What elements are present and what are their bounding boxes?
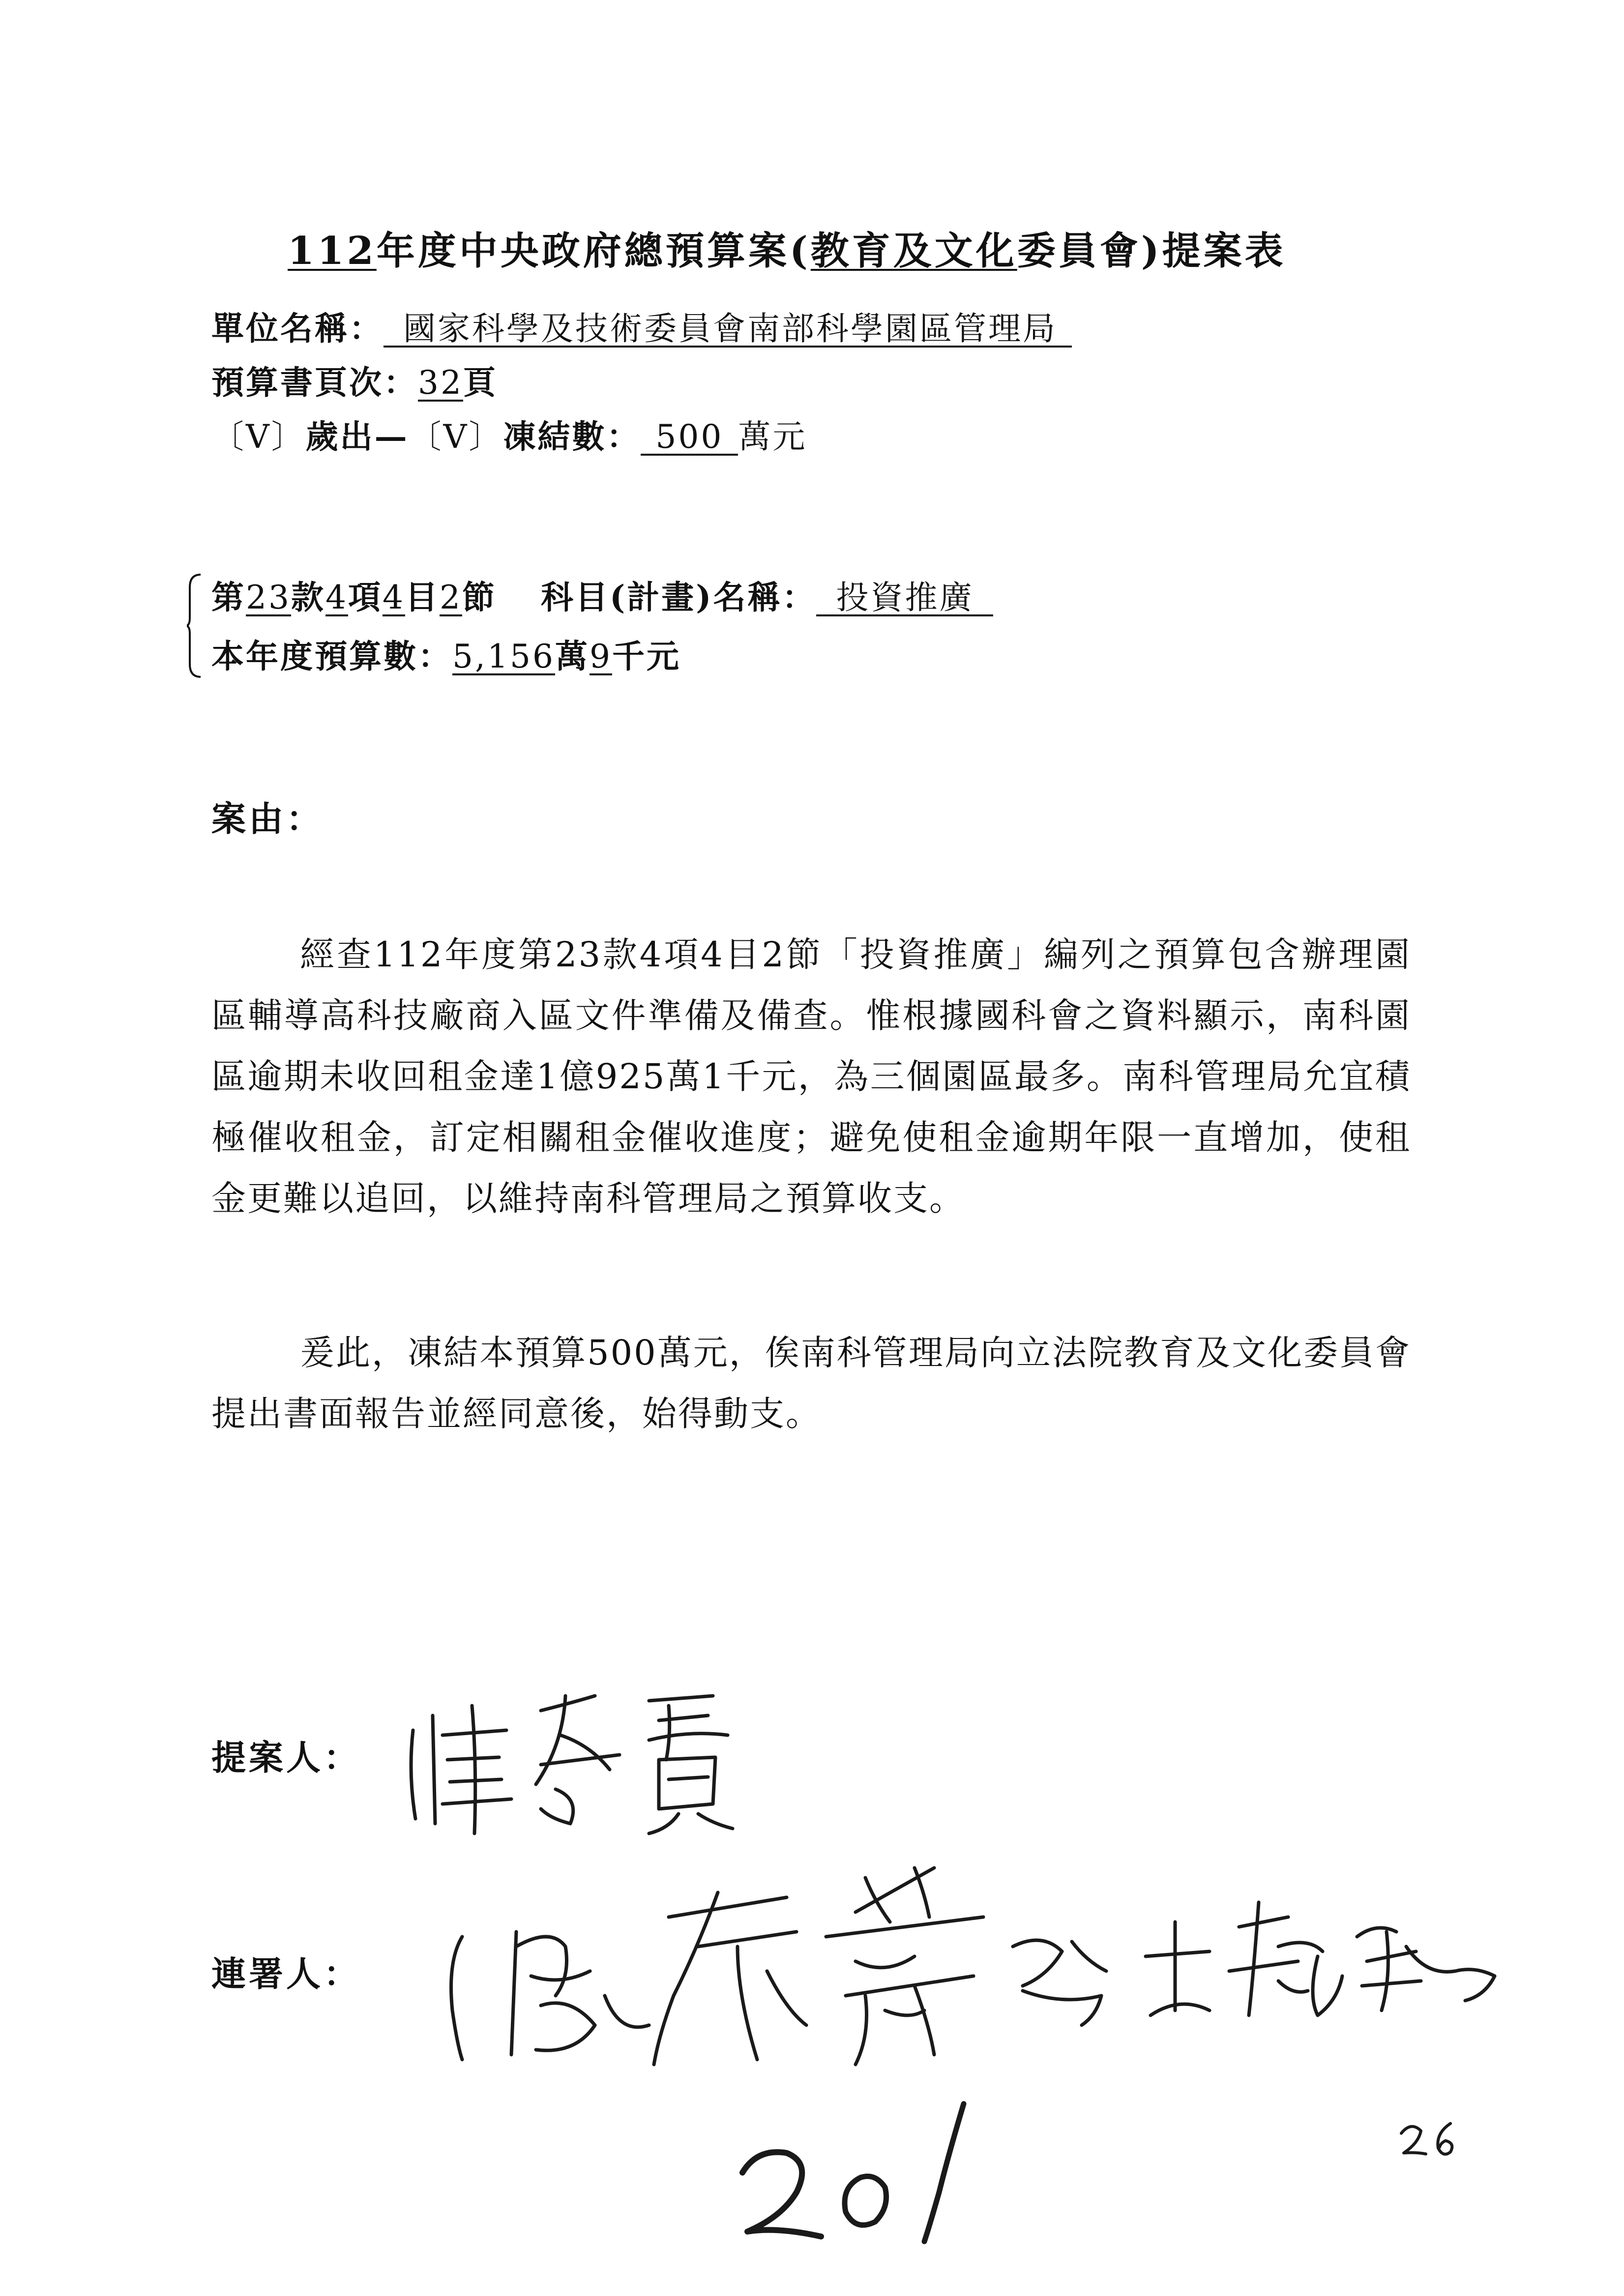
proposer-signature <box>393 1676 747 1838</box>
jie-value: 2 <box>439 579 462 616</box>
reason-heading: 案由： <box>211 798 324 839</box>
item-bracket <box>187 573 202 679</box>
kuan-prefix: 第 <box>211 578 246 616</box>
cosigner-signature <box>443 1848 1524 2104</box>
mu-label: 目 <box>405 578 440 616</box>
page-row <box>211 356 498 403</box>
item-name-label: 科目(計畫)名稱： <box>540 578 817 616</box>
page-label: 預算書頁次： <box>211 363 418 402</box>
budget-row <box>211 630 681 677</box>
title-prefix: 年度中央政府總預算案( <box>376 229 811 273</box>
unit-row <box>211 302 1072 349</box>
xiang-value: 4 <box>325 579 348 616</box>
title-year: 112 <box>288 229 377 273</box>
kuan-label: 款 <box>291 578 325 616</box>
budget-wan: 5,156 <box>452 638 555 675</box>
page-number <box>1396 2114 1465 2170</box>
item-name-value: 投資推廣 <box>816 581 993 616</box>
freeze-row <box>211 410 807 457</box>
freeze-label: 凍結數： <box>503 417 641 456</box>
page-value: 32 <box>418 364 463 402</box>
item-row <box>211 571 993 618</box>
xiang-label: 項 <box>348 578 383 616</box>
qian-label: 千元 <box>612 637 681 675</box>
document-title <box>288 220 1286 275</box>
proposer-label: 提案人： <box>211 1737 361 1778</box>
freeze-checkbox: 〔V〕 <box>409 418 503 456</box>
jie-label: 節 <box>462 578 497 616</box>
mu-value: 4 <box>382 579 405 616</box>
unit-value: 國家科學及技術委員會南部科學園區管理局 <box>384 312 1072 348</box>
title-committee: 教育及文化 <box>810 229 1017 273</box>
reason-paragraph-1: 經查112年度第23款4項4目2節「投資推廣」編列之預算包含辦理園區輔導高科技廠商入區文件準備及備查。惟根據國科會之資料顯示，南科園區逾期未收回租金達1億925萬1千元，為三個園區最多。南科管理局允宜積極催收租金，訂定相關租金催收進度；避免使租金逾期年限一直增加，使租金更難以追回，以維持南科管理局之預算收支。 <box>211 934 1411 1219</box>
cosigner-label: 連署人： <box>211 1953 361 1994</box>
wan-label: 萬 <box>555 637 590 675</box>
budget-label: 本年度預算數： <box>211 637 452 675</box>
title-suffix: 委員會)提案表 <box>1017 229 1286 273</box>
freeze-unit: 萬元 <box>738 418 807 456</box>
proposal-number <box>728 2094 983 2253</box>
expense-checkbox: 〔V〕 <box>211 418 306 456</box>
reason-paragraph-2: 爰此，凍結本預算500萬元，俟南科管理局向立法院教育及文化委員會提出書面報告並經同意後，始得動支。 <box>211 1333 1411 1434</box>
page-unit: 頁 <box>463 363 498 402</box>
kuan-value: 23 <box>246 579 291 616</box>
budget-qian: 9 <box>589 638 612 675</box>
expense-label: 歲出— <box>305 417 409 456</box>
unit-label: 單位名稱： <box>211 309 384 348</box>
freeze-value: 500 <box>641 420 738 456</box>
